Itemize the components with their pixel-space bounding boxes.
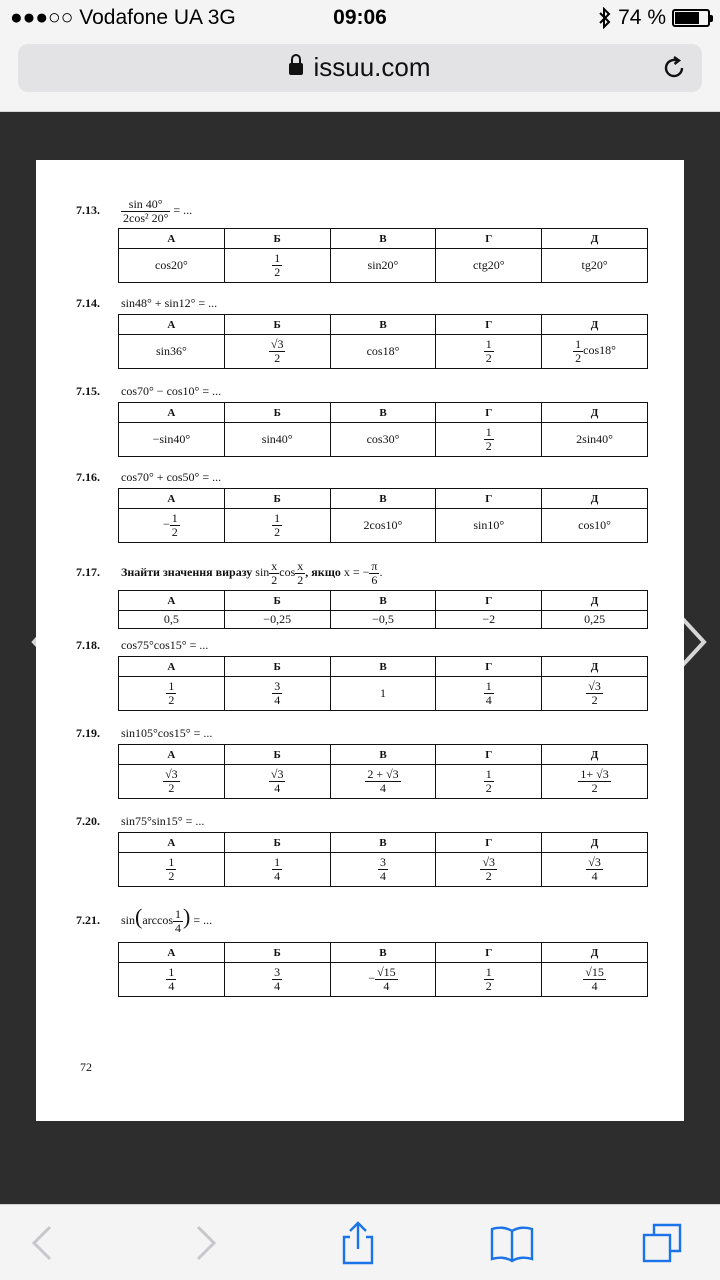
header-a: А xyxy=(119,403,225,423)
problem-7-15 xyxy=(76,384,221,399)
bookmarks-icon[interactable] xyxy=(488,1219,536,1267)
answer-cell: $\frac{2 + √3}{4}$ xyxy=(330,765,436,799)
table-header-row xyxy=(119,833,648,853)
header-g: Г xyxy=(436,403,542,423)
table-row xyxy=(119,249,648,283)
expr-tail: = ... xyxy=(173,202,193,217)
back-icon[interactable] xyxy=(20,1219,68,1267)
status-right xyxy=(598,6,710,30)
answer-table-7-21 xyxy=(118,942,648,997)
problem-number: 7.18. xyxy=(76,638,100,652)
answer-cell: $\frac{√15}{4}$ xyxy=(542,963,648,997)
table-header-row xyxy=(119,657,648,677)
browser-address-area xyxy=(0,36,720,112)
answer-cell: ctg20° xyxy=(436,249,542,283)
header-g: Г xyxy=(436,591,542,611)
header-v: В xyxy=(330,833,436,853)
answer-cell: sin20° xyxy=(330,249,436,283)
answer-cell: − $\frac{1}{2}$ xyxy=(119,509,225,543)
problem-expression: $\frac{\sin 40^\circ}{\text{2cos² 20°}}$ = ... xyxy=(123,197,193,225)
header-g: Г xyxy=(436,833,542,853)
answer-cell: $\frac{1}{4}$ xyxy=(436,677,542,711)
answer-cell: $\frac{√3}{2}$ xyxy=(224,335,330,369)
table-row xyxy=(119,335,648,369)
problem-7-14 xyxy=(76,296,217,311)
problem-expression: cos75°cos15° = ... xyxy=(121,638,209,652)
answer-cell: cos10° xyxy=(542,509,648,543)
answer-cell: −2 xyxy=(436,611,542,629)
problem-7-20 xyxy=(76,814,204,829)
document-page xyxy=(36,160,684,1121)
answer-cell: 2sin40° xyxy=(542,423,648,457)
problem-expression: sin48° + sin12° = ... xyxy=(121,296,218,310)
header-b: Б xyxy=(224,489,330,509)
status-bar xyxy=(0,0,720,36)
problem-expression: sin105°cos15° = ... xyxy=(121,726,213,740)
problem-number: 7.14. xyxy=(76,296,100,310)
table-header-row xyxy=(119,745,648,765)
answer-cell: 0,25 xyxy=(542,611,648,629)
answer-cell: $\frac{1}{2}$ xyxy=(436,765,542,799)
header-g: Г xyxy=(436,745,542,765)
reload-icon[interactable] xyxy=(660,54,688,82)
problem-7-18 xyxy=(76,638,208,653)
problem-number: 7.21. xyxy=(76,913,100,927)
answer-cell: $\frac{1}{2}$ xyxy=(224,249,330,283)
answer-cell: $\frac{1}{2}$ xyxy=(224,509,330,543)
answer-table-7-18 xyxy=(118,656,648,711)
header-a: А xyxy=(119,833,225,853)
header-v: В xyxy=(330,745,436,765)
header-b: Б xyxy=(224,943,330,963)
answer-table-7-17 xyxy=(118,590,648,629)
answer-cell: $\frac{1}{2}$ xyxy=(119,677,225,711)
problem-7-17 xyxy=(76,560,382,586)
page-number: 72 xyxy=(80,1060,92,1074)
problem-number: 7.19. xyxy=(76,726,100,740)
problem-number: 7.13. xyxy=(76,202,100,217)
answer-cell: 2cos10° xyxy=(330,509,436,543)
problem-expression: sin(arccos $\frac{1}{4}$ ) = ... xyxy=(121,904,213,935)
tabs-icon[interactable] xyxy=(638,1219,686,1267)
problem-text: Знайти значення виразу xyxy=(121,564,253,579)
header-g: Г xyxy=(436,229,542,249)
problem-number: 7.20. xyxy=(76,814,100,828)
problem-expression: cos70° − cos10° = ... xyxy=(121,384,222,398)
answer-cell: $\frac{3}{4}$ xyxy=(330,853,436,887)
table-header-row xyxy=(119,489,648,509)
problem-7-21 xyxy=(76,904,212,934)
answer-cell: $\frac{3}{4}$ xyxy=(224,963,330,997)
answer-table-7-15 xyxy=(118,402,648,457)
answer-table-7-20 xyxy=(118,832,648,887)
header-a: А xyxy=(119,943,225,963)
header-v: В xyxy=(330,229,436,249)
answer-cell: tg20° xyxy=(542,249,648,283)
problem-number: 7.17. xyxy=(76,564,100,579)
problem-expression: sin75°sin15° = ... xyxy=(121,814,205,828)
answer-cell: sin40° xyxy=(224,423,330,457)
table-row xyxy=(119,677,648,711)
header-d: Д xyxy=(542,745,648,765)
header-b: Б xyxy=(224,833,330,853)
header-d: Д xyxy=(542,489,648,509)
battery-icon xyxy=(672,9,710,27)
answer-cell: sin36° xyxy=(119,335,225,369)
table-row xyxy=(119,611,648,629)
header-d: Д xyxy=(542,315,648,335)
answer-cell: −sin40° xyxy=(119,423,225,457)
answer-table-7-16 xyxy=(118,488,648,543)
problem-expression: Знайти значення виразу sin $\frac{x}{2}$ cos $\frac{x}{2}$ , якщо x = − $\frac{\pi}{6}$ . xyxy=(121,559,383,587)
carrier-label: ●●●○○ Vodafone UA 3G xyxy=(10,6,236,29)
bluetooth-icon xyxy=(598,7,612,29)
header-d: Д xyxy=(542,229,648,249)
answer-cell: $\frac{1}{4}$ xyxy=(119,963,225,997)
header-a: А xyxy=(119,229,225,249)
problem-expression: cos70° + cos50° = ... xyxy=(121,470,222,484)
answer-cell: $\frac{√3}{2}$ xyxy=(542,677,648,711)
battery-fill xyxy=(675,12,699,24)
answer-cell: $\frac{1}{4}$ xyxy=(224,853,330,887)
header-g: Г xyxy=(436,315,542,335)
problem-7-19 xyxy=(76,726,212,741)
table-header-row xyxy=(119,403,648,423)
header-b: Б xyxy=(224,229,330,249)
header-v: В xyxy=(330,403,436,423)
header-d: Д xyxy=(542,833,648,853)
battery-percent: 74 % xyxy=(618,6,666,29)
header-g: Г xyxy=(436,489,542,509)
problem-7-13 xyxy=(76,198,192,224)
header-v: В xyxy=(330,943,436,963)
table-row xyxy=(119,853,648,887)
clock: 09:06 xyxy=(333,6,387,29)
url-display[interactable] xyxy=(18,52,702,83)
address-bar[interactable] xyxy=(18,44,702,92)
header-v: В xyxy=(330,591,436,611)
answer-cell: $\frac{1}{2}$ xyxy=(436,335,542,369)
answer-cell: $\frac{1}{2}$ xyxy=(436,963,542,997)
header-d: Д xyxy=(542,943,648,963)
answer-cell: $\frac{3}{4}$ xyxy=(224,677,330,711)
answer-cell: −0,25 xyxy=(224,611,330,629)
header-g: Г xyxy=(436,943,542,963)
header-d: Д xyxy=(542,403,648,423)
answer-cell: −0,5 xyxy=(330,611,436,629)
header-a: А xyxy=(119,489,225,509)
problem-number: 7.16. xyxy=(76,470,100,484)
cell-text: cos18° xyxy=(583,343,616,358)
table-row xyxy=(119,509,648,543)
table-row xyxy=(119,765,648,799)
header-b: Б xyxy=(224,403,330,423)
lock-icon xyxy=(289,63,303,75)
answer-cell: $\frac{√3}{4}$ xyxy=(542,853,648,887)
answer-cell: − $\frac{√15}{4}$ xyxy=(330,963,436,997)
table-header-row xyxy=(119,315,648,335)
table-row xyxy=(119,423,648,457)
answer-cell: $\frac{√3}{2}$ xyxy=(119,765,225,799)
answer-cell: sin10° xyxy=(436,509,542,543)
table-header-row xyxy=(119,943,648,963)
header-g: Г xyxy=(436,657,542,677)
condition-word: , якщо xyxy=(305,564,341,579)
header-a: А xyxy=(119,657,225,677)
answer-cell: cos18° xyxy=(330,335,436,369)
header-v: В xyxy=(330,315,436,335)
header-b: Б xyxy=(224,657,330,677)
answer-cell: $\frac{1+ √3}{2}$ xyxy=(542,765,648,799)
header-v: В xyxy=(330,657,436,677)
header-b: Б xyxy=(224,315,330,335)
header-d: Д xyxy=(542,591,648,611)
expr-tail: = ... xyxy=(193,913,213,927)
answer-cell: cos30° xyxy=(330,423,436,457)
table-header-row xyxy=(119,591,648,611)
answer-cell: 0,5 xyxy=(119,611,225,629)
answer-cell: $\frac{1}{2}$ cos18° xyxy=(542,335,648,369)
problem-7-16 xyxy=(76,470,221,485)
answer-cell: $\frac{1}{2}$ xyxy=(436,423,542,457)
header-v: В xyxy=(330,489,436,509)
answer-table-7-14 xyxy=(118,314,648,369)
answer-cell: $\frac{√3}{2}$ xyxy=(436,853,542,887)
answer-cell: 1 xyxy=(330,677,436,711)
header-a: А xyxy=(119,745,225,765)
answer-cell: cos20° xyxy=(119,249,225,283)
answer-cell: $\frac{1}{2}$ xyxy=(119,853,225,887)
document-viewer[interactable] xyxy=(0,112,720,1204)
header-d: Д xyxy=(542,657,648,677)
header-b: Б xyxy=(224,745,330,765)
url-text: issuu.com xyxy=(313,52,431,82)
share-icon[interactable] xyxy=(334,1219,382,1267)
problem-number: 7.15. xyxy=(76,384,100,398)
forward-icon[interactable] xyxy=(180,1219,228,1267)
table-header-row xyxy=(119,229,648,249)
answer-table-7-13 xyxy=(118,228,648,283)
header-b: Б xyxy=(224,591,330,611)
header-a: А xyxy=(119,591,225,611)
browser-toolbar xyxy=(0,1204,720,1280)
table-row xyxy=(119,963,648,997)
answer-cell: $\frac{√3}{4}$ xyxy=(224,765,330,799)
header-a: А xyxy=(119,315,225,335)
answer-table-7-19 xyxy=(118,744,648,799)
